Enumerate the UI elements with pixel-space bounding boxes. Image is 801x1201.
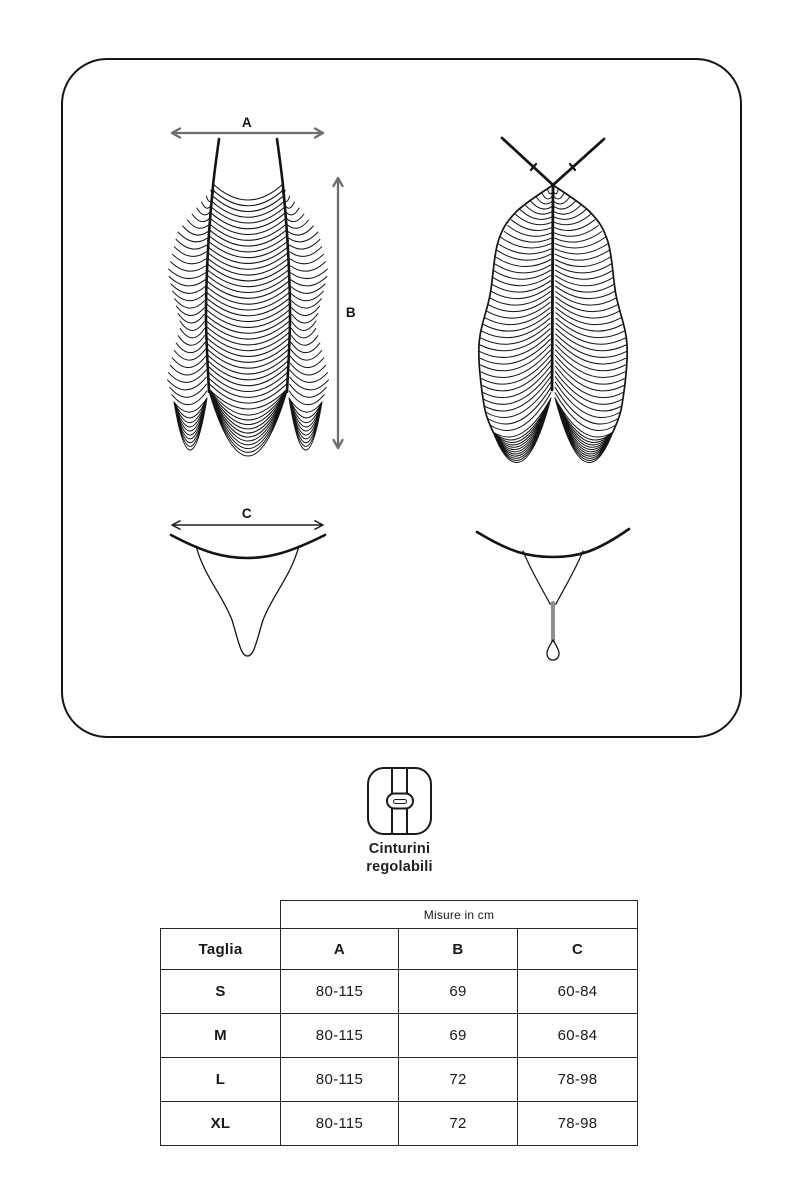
value-cell: 69	[399, 1014, 518, 1058]
thong-back-drawing	[477, 529, 629, 660]
thong-front-drawing	[171, 535, 325, 656]
value-cell: 80-115	[281, 1058, 399, 1102]
size-cell: XL	[161, 1102, 281, 1146]
units-header-cell: Misure in cm	[281, 901, 638, 929]
length-arrow-b	[334, 178, 343, 448]
value-cell: 60-84	[518, 970, 638, 1014]
icon-caption-line2: regolabili	[366, 859, 433, 875]
value-cell: 80-115	[281, 1014, 399, 1058]
value-cell: 69	[399, 970, 518, 1014]
size-table	[160, 900, 638, 1146]
measure-label-c: C	[241, 506, 253, 521]
value-cell: 78-98	[518, 1058, 638, 1102]
size-cell: L	[161, 1058, 281, 1102]
units-row	[161, 901, 638, 929]
value-cell: 60-84	[518, 1014, 638, 1058]
value-cell: 78-98	[518, 1102, 638, 1146]
value-cell: 72	[399, 1102, 518, 1146]
chemise-front-drawing	[168, 139, 329, 456]
table-row-xl	[161, 1102, 638, 1146]
table-spacer-cell	[161, 901, 281, 929]
value-cell: 72	[399, 1058, 518, 1102]
value-cell: 80-115	[281, 1102, 399, 1146]
buckle-slot	[393, 799, 407, 804]
column-header-b: B	[399, 929, 518, 970]
size-column-header: Taglia	[161, 929, 281, 970]
adjustable-straps-icon	[367, 767, 432, 835]
measure-label-a: A	[241, 115, 253, 130]
table-row-l	[161, 1058, 638, 1102]
size-cell: S	[161, 970, 281, 1014]
header-row	[161, 929, 638, 970]
column-header-c: C	[518, 929, 638, 970]
value-cell: 80-115	[281, 970, 399, 1014]
chemise-back-drawing	[479, 138, 627, 463]
width-arrow-c	[172, 521, 323, 529]
table-row-m	[161, 1014, 638, 1058]
icon-caption-line1: Cinturini	[368, 841, 431, 857]
column-header-a: A	[281, 929, 399, 970]
measure-label-b: B	[345, 305, 357, 320]
table-row-s	[161, 970, 638, 1014]
size-cell: M	[161, 1014, 281, 1058]
icon-caption	[299, 840, 500, 876]
strap-buckle	[386, 793, 414, 810]
